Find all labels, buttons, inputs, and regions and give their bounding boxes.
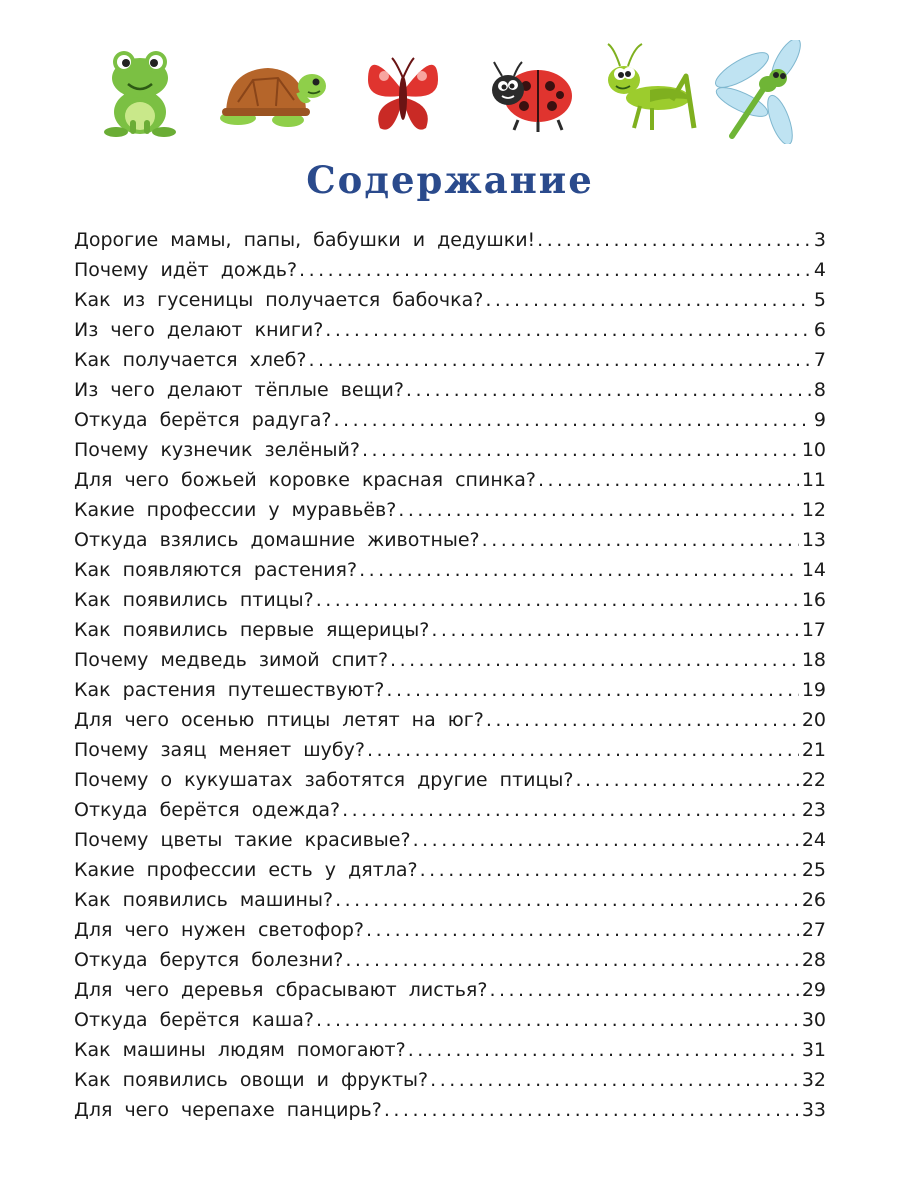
toc-entry-title: Из чего делают книги? (74, 319, 324, 341)
toc-entry-title: Почему заяц меняет шубу? (74, 739, 365, 761)
toc-page-number: 23 (801, 799, 826, 821)
toc-entry-title: Из чего делают тёплые вещи? (74, 379, 404, 401)
toc-page-number: 25 (801, 859, 826, 881)
toc-entry[interactable] (74, 795, 826, 825)
dot-leader (342, 795, 799, 825)
toc-entry[interactable] (74, 645, 826, 675)
toc-entry-title: Как появились первые ящерицы? (74, 619, 430, 641)
dot-leader (576, 765, 799, 795)
toc-page-number: 5 (813, 289, 826, 311)
toc-entry-title: Как растения путешествуют? (74, 679, 385, 701)
toc-entry[interactable] (74, 915, 826, 945)
toc-entry[interactable] (74, 885, 826, 915)
dot-leader (362, 435, 799, 465)
toc-entry-title: Почему идёт дождь? (74, 259, 298, 281)
toc-entry[interactable] (74, 225, 826, 255)
dot-leader (420, 855, 799, 885)
toc-page-number: 3 (813, 229, 826, 251)
toc-entry-title: Как появляются растения? (74, 559, 358, 581)
butterfly-icon (358, 40, 448, 150)
dot-leader (299, 255, 811, 285)
toc-entry[interactable] (74, 1035, 826, 1065)
dot-leader (430, 1065, 799, 1095)
toc-page-number: 7 (813, 349, 826, 371)
toc-entry-title: Почему кузнечик зелёный? (74, 439, 360, 461)
toc-entry-title: Как машины людям помогают? (74, 1039, 406, 1061)
toc-entry[interactable] (74, 585, 826, 615)
toc-entry[interactable] (74, 825, 826, 855)
turtle-icon (208, 40, 328, 150)
toc-page-number: 6 (813, 319, 826, 341)
toc-page-number: 33 (801, 1099, 826, 1121)
toc-entry[interactable] (74, 1095, 826, 1125)
illustration-strip (90, 40, 820, 150)
toc-entry-title: Какие профессии у муравьёв? (74, 499, 397, 521)
toc-entry[interactable] (74, 495, 826, 525)
frog-icon (100, 40, 180, 150)
toc-entry[interactable] (74, 1065, 826, 1095)
toc-page-number: 32 (801, 1069, 826, 1091)
dot-leader (386, 675, 798, 705)
toc-entry[interactable] (74, 435, 826, 465)
toc-page-number: 26 (801, 889, 826, 911)
dot-leader (537, 225, 811, 255)
toc-page-number: 17 (801, 619, 826, 641)
toc-entry[interactable] (74, 735, 826, 765)
toc-entry-title: Откуда берётся каша? (74, 1009, 314, 1031)
toc-entry-title: Как из гусеницы получается бабочка? (74, 289, 484, 311)
toc-entry[interactable] (74, 945, 826, 975)
toc-entry[interactable] (74, 855, 826, 885)
toc-page-number: 28 (801, 949, 826, 971)
toc-entry[interactable] (74, 405, 826, 435)
toc-entry[interactable] (74, 375, 826, 405)
toc-page-number: 30 (801, 1009, 826, 1031)
toc-entry-title: Дорогие мамы, папы, бабушки и дедушки! (74, 229, 536, 251)
dot-leader (367, 735, 799, 765)
toc-entry[interactable] (74, 975, 826, 1005)
dot-leader (489, 975, 798, 1005)
dot-leader (482, 525, 799, 555)
dot-leader (398, 495, 799, 525)
dot-leader (316, 1005, 799, 1035)
dot-leader (384, 1095, 799, 1125)
toc-page-number: 11 (801, 469, 826, 491)
toc-entry-title: Почему медведь зимой спит? (74, 649, 389, 671)
toc-entry-title: Откуда берутся болезни? (74, 949, 344, 971)
toc-entry[interactable] (74, 765, 826, 795)
toc-entry[interactable] (74, 525, 826, 555)
toc-page-number: 31 (801, 1039, 826, 1061)
toc-entry-title: Какие профессии есть у дятла? (74, 859, 418, 881)
dot-leader (325, 315, 811, 345)
toc-entry-title: Как появились овощи и фрукты? (74, 1069, 429, 1091)
toc-entry-title: Для чего божьей коровке красная спинка? (74, 469, 536, 491)
dot-leader (316, 585, 799, 615)
toc-entry[interactable] (74, 1005, 826, 1035)
toc-page-number: 22 (801, 769, 826, 791)
dragonfly-icon (712, 40, 816, 150)
toc-entry[interactable] (74, 285, 826, 315)
toc-page-number: 4 (813, 259, 826, 281)
toc-page-number: 8 (813, 379, 826, 401)
toc-entry[interactable] (74, 615, 826, 645)
dot-leader (538, 465, 799, 495)
toc-page-number: 16 (801, 589, 826, 611)
toc-entry-title: Откуда взялись домашние животные? (74, 529, 480, 551)
toc-entry-title: Почему о кукушатах заботятся другие птицы? (74, 769, 574, 791)
dot-leader (486, 705, 799, 735)
dot-leader (359, 555, 799, 585)
toc-entry-title: Как появились машины? (74, 889, 334, 911)
dot-leader (309, 345, 811, 375)
toc-entry[interactable] (74, 555, 826, 585)
dot-leader (334, 405, 811, 435)
toc-entry[interactable] (74, 345, 826, 375)
toc-page-number: 29 (801, 979, 826, 1001)
toc-page-number: 27 (801, 919, 826, 941)
dot-leader (335, 885, 799, 915)
toc-page-number: 12 (801, 499, 826, 521)
toc-page-number: 14 (801, 559, 826, 581)
toc-entry-title: Почему цветы такие красивые? (74, 829, 411, 851)
dot-leader (345, 945, 798, 975)
toc-page-number: 21 (801, 739, 826, 761)
toc-entry-title: Как получается хлеб? (74, 349, 307, 371)
toc-page-number: 24 (801, 829, 826, 851)
dot-leader (413, 825, 799, 855)
toc-entry-title: Откуда берётся одежда? (74, 799, 341, 821)
toc-page-number: 13 (801, 529, 826, 551)
dot-leader (431, 615, 798, 645)
dot-leader (408, 1035, 799, 1065)
toc-entry-title: Для чего черепахе панцирь? (74, 1099, 382, 1121)
dot-leader (406, 375, 811, 405)
dot-leader (366, 915, 799, 945)
ladybug-icon (488, 40, 578, 150)
toc-entry-title: Для чего деревья сбрасывают листья? (74, 979, 488, 1001)
toc-entry[interactable] (74, 675, 826, 705)
toc-page-number: 18 (801, 649, 826, 671)
toc-entry[interactable] (74, 315, 826, 345)
dot-leader (485, 285, 811, 315)
toc-entry-title: Для чего осенью птицы летят на юг? (74, 709, 484, 731)
toc-page-number: 20 (801, 709, 826, 731)
toc-page-number: 10 (801, 439, 826, 461)
toc-page-number: 19 (801, 679, 826, 701)
toc-entry[interactable] (74, 705, 826, 735)
toc-entry-title: Как появились птицы? (74, 589, 314, 611)
toc-entry[interactable] (74, 255, 826, 285)
table-of-contents (74, 225, 826, 1125)
toc-page-number: 9 (813, 409, 826, 431)
grasshopper-icon (600, 40, 700, 150)
toc-entry-title: Для чего нужен светофор? (74, 919, 364, 941)
toc-entry-title: Откуда берётся радуга? (74, 409, 332, 431)
dot-leader (390, 645, 799, 675)
toc-entry[interactable] (74, 465, 826, 495)
page-title: Содержание (306, 158, 594, 202)
